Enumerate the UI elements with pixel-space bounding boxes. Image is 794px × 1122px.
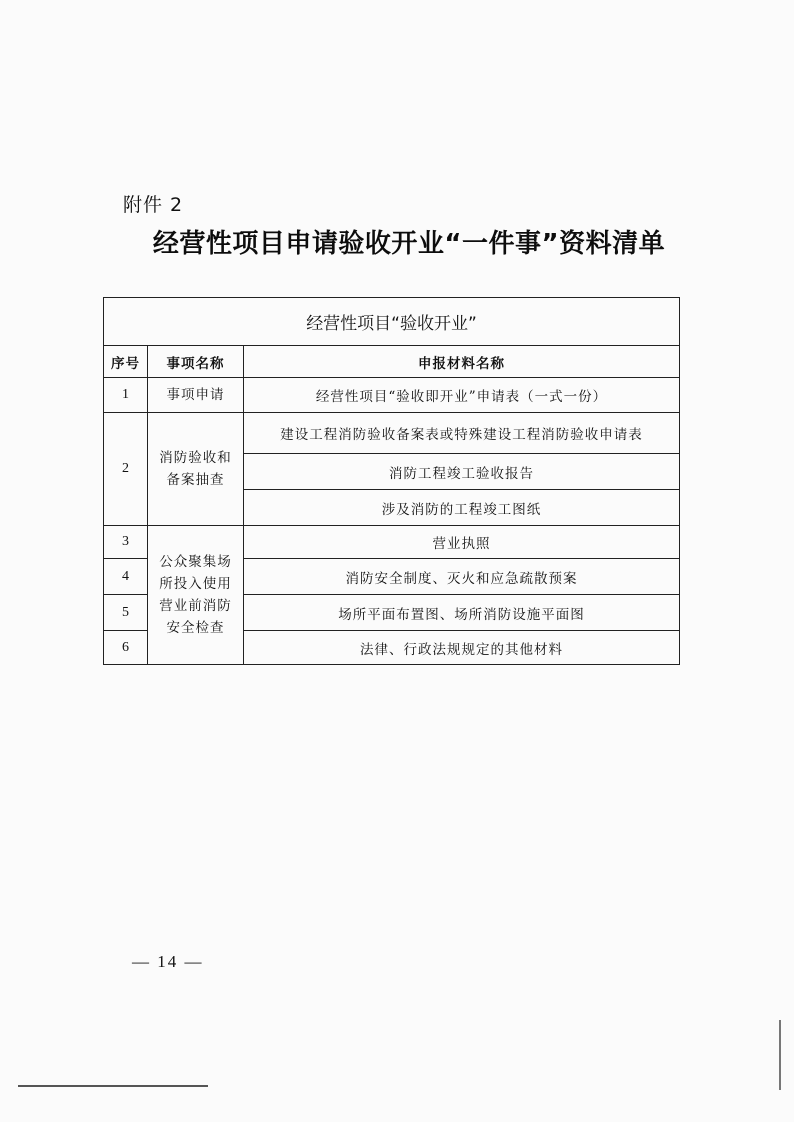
row-material: 消防工程竣工验收报告	[244, 454, 680, 490]
document-title	[0, 223, 794, 260]
row-material: 经营性项目“验收即开业”申请表（一式一份）	[244, 378, 680, 413]
materials-table	[103, 297, 680, 665]
table-row	[104, 378, 680, 413]
row-item-line: 备案抽查	[166, 472, 225, 488]
row-item	[148, 413, 244, 526]
attachment-label: 附件 2	[123, 194, 184, 216]
row-index: 4	[104, 559, 148, 595]
row-item-line: 营业前消防	[159, 598, 232, 614]
table-row	[104, 526, 680, 559]
row-item-line: 公众聚集场	[159, 554, 232, 570]
row-item-line: 安全检查	[166, 620, 225, 636]
row-material: 涉及消防的工程竣工图纸	[244, 490, 680, 526]
row-index: 5	[104, 595, 148, 631]
row-index: 3	[104, 526, 148, 559]
row-index: 6	[104, 631, 148, 665]
scan-edge-line	[779, 1020, 781, 1090]
row-item	[148, 526, 244, 665]
row-material: 建设工程消防验收备案表或特殊建设工程消防验收申请表	[244, 413, 680, 454]
row-material: 营业执照	[244, 526, 680, 559]
row-index: 1	[104, 378, 148, 413]
document-title-text: 经营性项目申请验收开业“一件事”资料清单	[152, 229, 666, 259]
table-caption-row	[104, 298, 680, 346]
header-item: 事项名称	[148, 346, 244, 378]
table-header-row	[104, 346, 680, 378]
row-material: 法律、行政法规规定的其他材料	[244, 631, 680, 665]
scan-edge-line	[18, 1085, 208, 1087]
row-item-line: 所投入使用	[159, 576, 232, 592]
row-item-line: 消防验收和	[159, 450, 232, 466]
row-material: 消防安全制度、灭火和应急疏散预案	[244, 559, 680, 595]
row-material: 场所平面布置图、场所消防设施平面图	[244, 595, 680, 631]
table-row	[104, 413, 680, 454]
table-caption: 经营性项目“验收开业”	[104, 298, 680, 346]
header-index: 序号	[104, 346, 148, 378]
header-materials: 申报材料名称	[244, 346, 680, 378]
page-number: — 14 —	[132, 952, 204, 971]
row-item: 事项申请	[148, 378, 244, 413]
row-index: 2	[104, 413, 148, 526]
